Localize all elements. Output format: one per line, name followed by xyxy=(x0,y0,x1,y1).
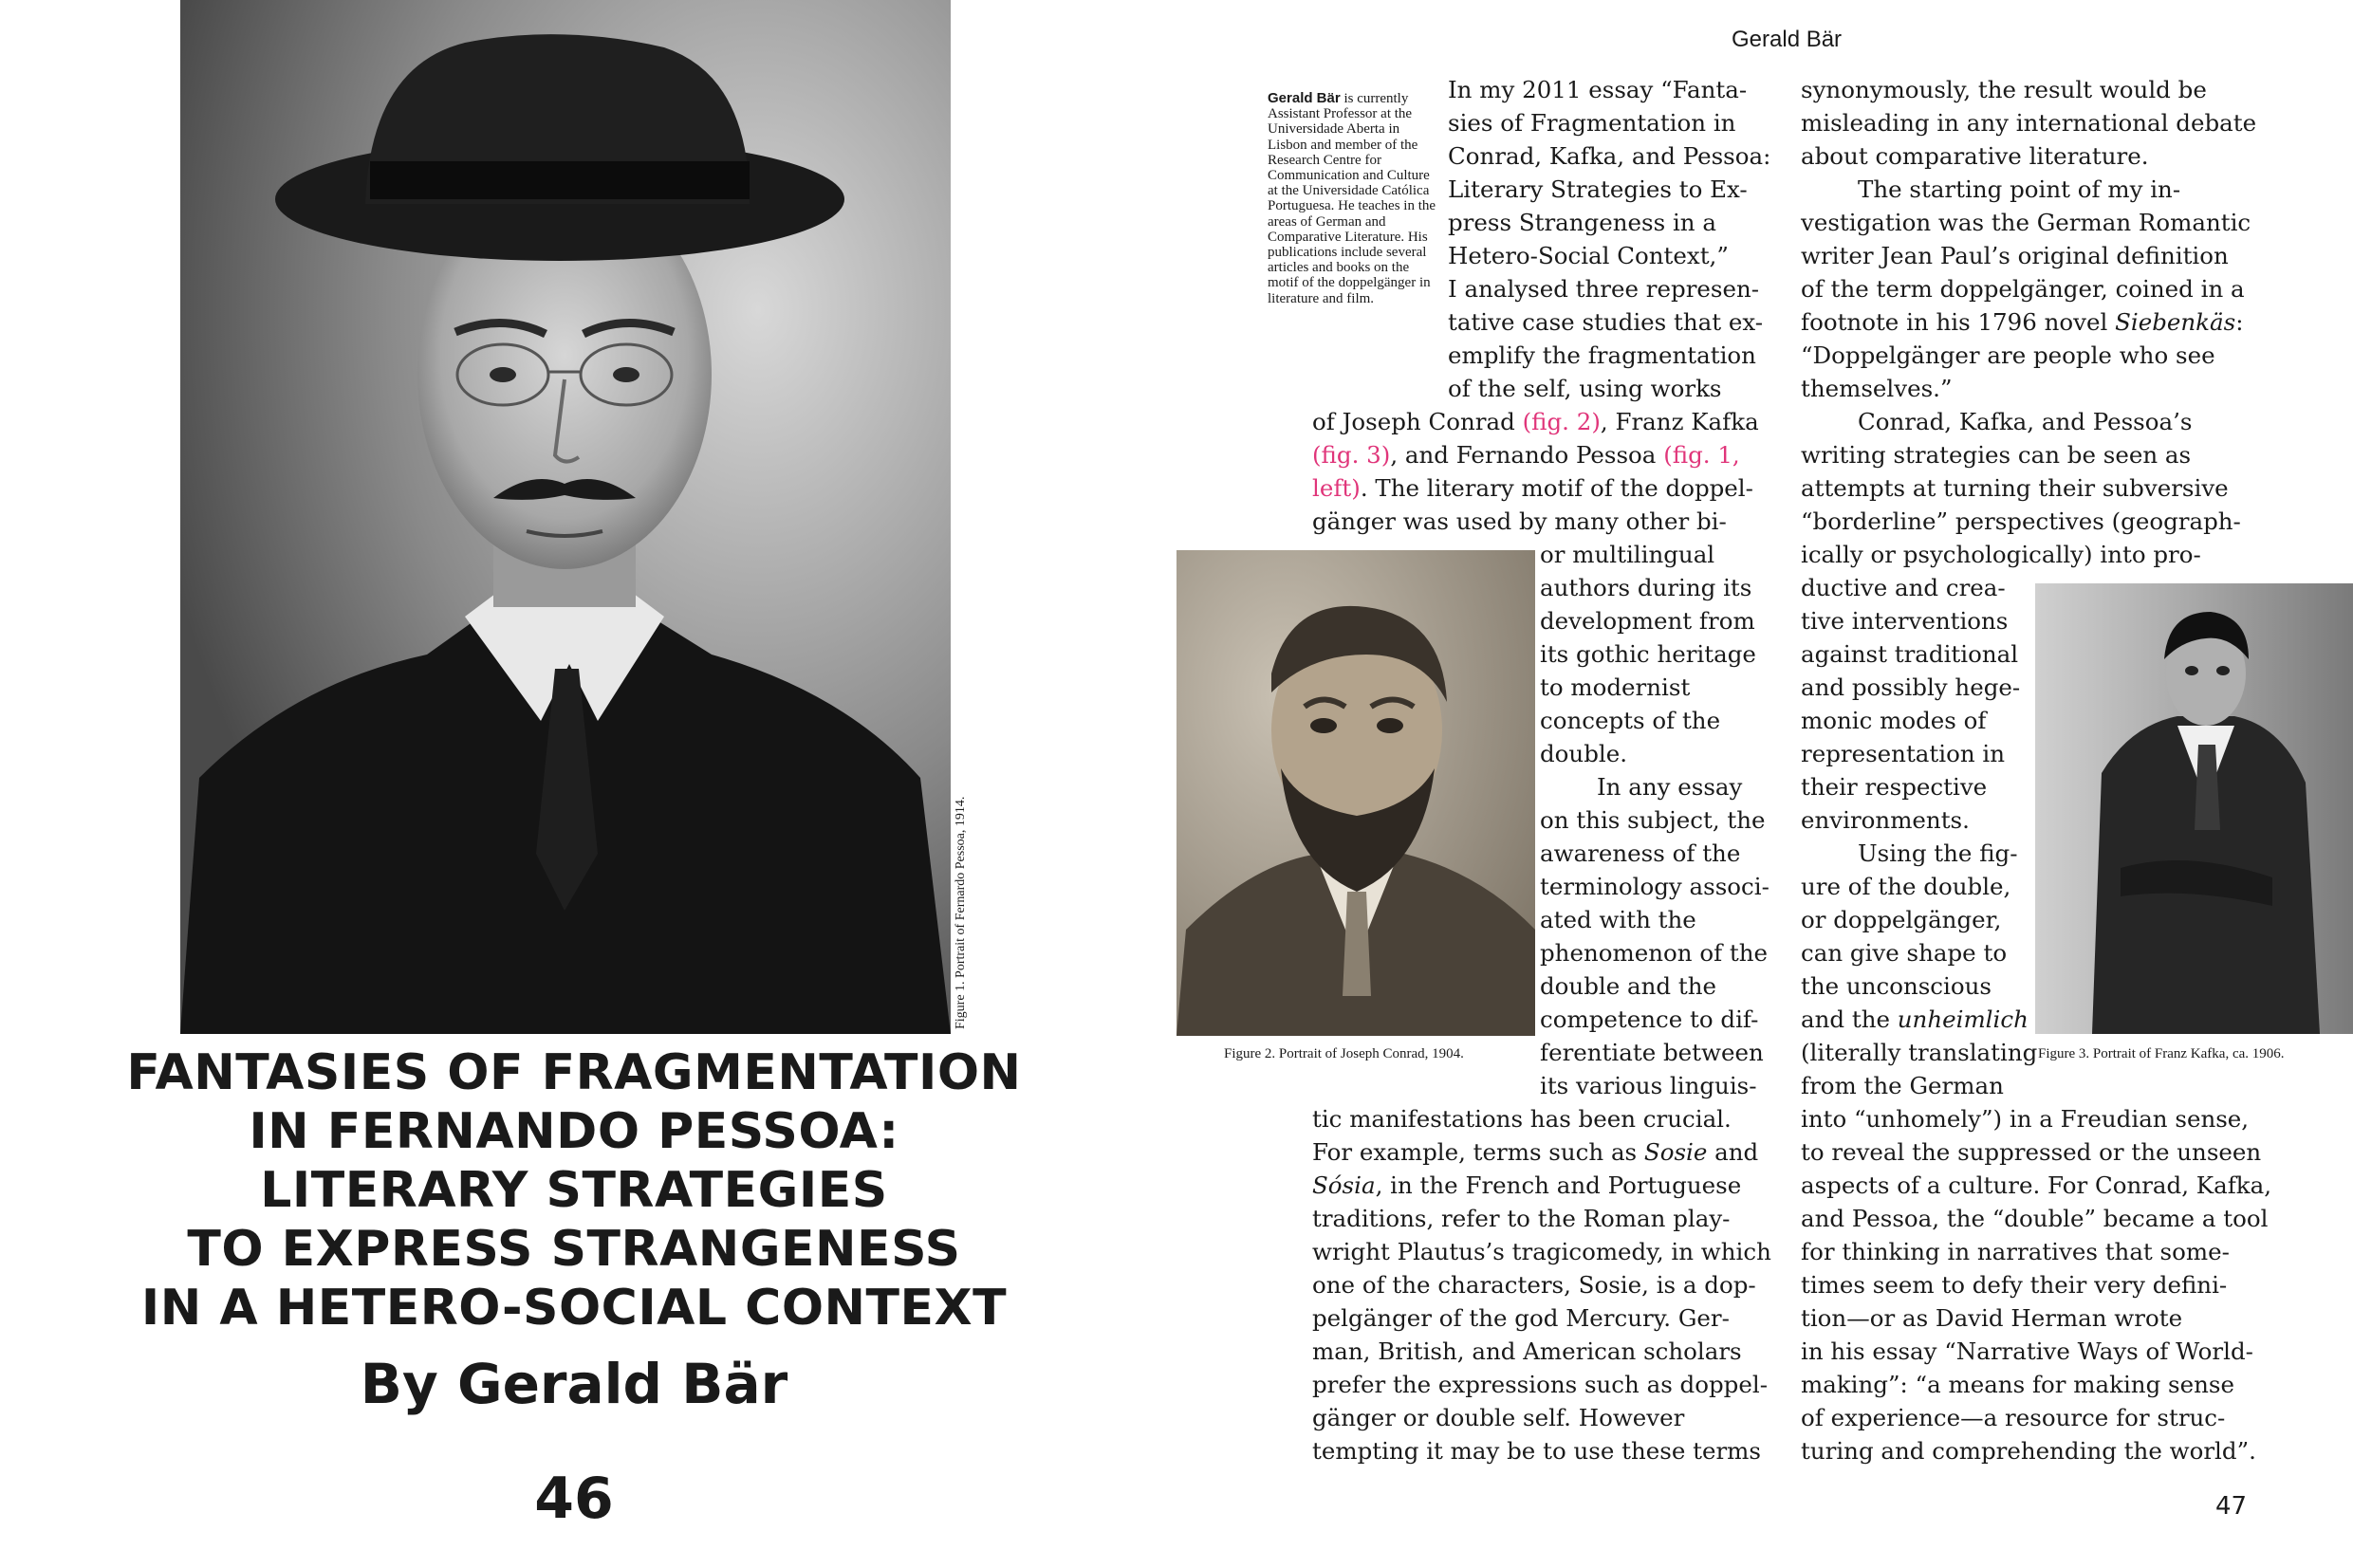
text-line: Literary Strategies to Ex- xyxy=(1448,175,1748,203)
bio-name: Gerald Bär xyxy=(1268,90,1341,106)
figure3-caption: Figure 3. Portrait of Franz Kafka, ca. 1906. xyxy=(2038,1046,2285,1061)
text-line: man, British, and American scholars xyxy=(1312,1337,1742,1365)
text-line: writer Jean Paul’s original definition xyxy=(1801,242,2229,269)
figure1-caption: Figure 1. Portrait of Fernardo Pessoa, 1914. xyxy=(954,796,968,1029)
text-line: “borderline” perspectives (geograph- xyxy=(1801,507,2241,535)
title-line: IN A HETERO-SOCIAL CONTEXT xyxy=(140,1280,1008,1337)
text-line: concepts of the xyxy=(1540,707,1721,734)
text-line: to reveal the suppressed or the unseen xyxy=(1801,1138,2262,1166)
title-line: TO EXPRESS STRANGENESS xyxy=(187,1221,961,1278)
text-line: gänger or double self. However xyxy=(1312,1404,1685,1431)
text-line: ated with the xyxy=(1540,906,1696,933)
figure2-conrad-portrait xyxy=(1176,550,1535,1036)
text-line: monic modes of xyxy=(1801,707,1987,734)
text-line: tive interventions xyxy=(1801,607,2009,635)
text-line: phenomenon of the xyxy=(1540,939,1769,967)
text-line: Sósia, in the French and Portuguese xyxy=(1312,1171,1742,1199)
text-line: left). The literary motif of the doppel- xyxy=(1312,474,1753,502)
text-line: gänger was used by many other bi- xyxy=(1312,507,1727,535)
text-line: against traditional xyxy=(1801,640,2019,668)
text-line: ically or psychologically) into pro- xyxy=(1801,541,2201,568)
title-line: IN FERNANDO PESSOA: xyxy=(249,1103,899,1160)
text-line: Conrad, Kafka, and Pessoa’s xyxy=(1858,408,2193,435)
text-line: and the unheimlich xyxy=(1801,1005,2029,1033)
text-line: or doppelgänger, xyxy=(1801,906,2002,933)
text-line: Conrad, Kafka, and Pessoa: xyxy=(1448,142,1771,170)
text-line: tic manifestations has been crucial. xyxy=(1312,1105,1732,1133)
text-line: and Pessoa, the “double” became a tool xyxy=(1801,1205,2269,1232)
figure1-pessoa-portrait xyxy=(180,0,951,1034)
text-line: In my 2011 essay “Fanta- xyxy=(1448,76,1748,103)
title-line: FANTASIES OF FRAGMENTATION xyxy=(126,1044,1022,1101)
text-line: (literally translating xyxy=(1801,1039,2038,1066)
text-line: its various linguis- xyxy=(1540,1072,1757,1099)
page-number-left: 46 xyxy=(534,1466,614,1532)
text-line: in his essay “Narrative Ways of World- xyxy=(1801,1337,2253,1365)
text-line: terminology associ- xyxy=(1540,873,1769,900)
text-line: vestigation was the German Romantic xyxy=(1801,209,2251,236)
text-line: the unconscious xyxy=(1801,972,1992,1000)
text-line: its gothic heritage xyxy=(1540,640,1756,668)
bio-text: is currently Assistant Professor at the Universidade Aberta in Lisbon and member of the Research Centre for Communication and Culture at the Universidade Católica Portuguesa. He teaches in the areas of German and Comparative Literature. His publications include several articles and books on the motif of the doppelgänger in literature and film. xyxy=(1268,91,1436,306)
text-line: (fig. 3), and Fernando Pessoa (fig. 1, xyxy=(1312,441,1740,469)
text-line: one of the characters, Sosie, is a dop- xyxy=(1312,1271,1756,1299)
figure-ref-3[interactable]: (fig. 3) xyxy=(1312,441,1391,469)
author-bio xyxy=(1268,91,1442,306)
byline: By Gerald Bär xyxy=(360,1352,788,1416)
text-line: their respective xyxy=(1801,773,1988,801)
text-line: of the term doppelgänger, coined in a xyxy=(1801,275,2245,303)
text-line: pelgänger of the god Mercury. Ger- xyxy=(1312,1304,1730,1332)
text-line: Hetero-Social Context,” xyxy=(1448,242,1729,269)
text-line: sies of Fragmentation in xyxy=(1448,109,1736,137)
text-line: authors during its xyxy=(1540,574,1752,601)
text-line: of experience—a resource for struc- xyxy=(1801,1404,2226,1431)
text-line: ductive and crea- xyxy=(1801,574,2006,601)
text-line: times seem to defy their very defini- xyxy=(1801,1271,2228,1299)
text-line: on this subject, the xyxy=(1540,806,1766,834)
text-line: synonymously, the result would be xyxy=(1801,76,2207,103)
text-line: In any essay xyxy=(1597,773,1743,801)
text-line: tative case studies that ex- xyxy=(1448,308,1764,336)
text-line: double. xyxy=(1540,740,1628,767)
text-line: awareness of the xyxy=(1540,839,1741,867)
text-line: press Strangeness in a xyxy=(1448,209,1716,236)
figure3-kafka-portrait xyxy=(2035,583,2353,1034)
text-line: prefer the expressions such as doppel- xyxy=(1312,1371,1768,1398)
text-line: making”: “a means for making sense xyxy=(1801,1371,2234,1398)
text-line: about comparative literature. xyxy=(1801,142,2149,170)
figure-ref-1-left[interactable]: left) xyxy=(1312,474,1361,502)
text-line: For example, terms such as Sosie and xyxy=(1312,1138,1759,1166)
figure-ref-2[interactable]: (fig. 2) xyxy=(1522,408,1601,435)
text-line: emplify the fragmentation xyxy=(1448,341,1756,369)
text-line: I analysed three represen- xyxy=(1448,275,1760,303)
text-line: attempts at turning their subversive xyxy=(1801,474,2229,502)
text-line: for thinking in narratives that some- xyxy=(1801,1238,2230,1265)
text-line: environments. xyxy=(1801,806,1970,834)
text-line: wright Plautus’s tragicomedy, in which xyxy=(1312,1238,1771,1265)
text-line: Using the fig- xyxy=(1858,839,2018,867)
text-line: representation in xyxy=(1801,740,2006,767)
title-line: LITERARY STRATEGIES xyxy=(260,1162,888,1219)
text-line: into “unhomely”) in a Freudian sense, xyxy=(1801,1105,2250,1133)
text-line: double and the xyxy=(1540,972,1716,1000)
text-line: can give shape to xyxy=(1801,939,2008,967)
text-line: development from xyxy=(1540,607,1755,635)
text-line: misleading in any international debate xyxy=(1801,109,2257,137)
text-line: “Doppelgänger are people who see xyxy=(1801,341,2215,369)
text-line: The starting point of my in- xyxy=(1858,175,2181,203)
text-line: turing and comprehending the world”. xyxy=(1801,1437,2256,1465)
article-title xyxy=(57,1043,1091,1337)
text-line: tempting it may be to use these terms xyxy=(1312,1437,1761,1465)
text-line: tion—or as David Herman wrote xyxy=(1801,1304,2183,1332)
figure2-caption: Figure 2. Portrait of Joseph Conrad, 1904. xyxy=(1224,1046,1464,1061)
text-line: of the self, using works xyxy=(1448,375,1722,402)
figure-ref-1[interactable]: (fig. 1, xyxy=(1663,441,1740,469)
text-line: ferentiate between xyxy=(1540,1039,1764,1066)
text-line: and possibly hege- xyxy=(1801,673,2021,701)
text-line: or multilingual xyxy=(1540,541,1715,568)
running-header: Gerald Bär xyxy=(1732,27,1843,52)
text-line: competence to dif- xyxy=(1540,1005,1759,1033)
text-line: writing strategies can be seen as xyxy=(1801,441,2192,469)
text-line: aspects of a culture. For Conrad, Kafka, xyxy=(1801,1171,2272,1199)
text-line: footnote in his 1796 novel Siebenkäs: xyxy=(1801,308,2244,336)
text-line: ure of the double, xyxy=(1801,873,2011,900)
page-number-right: 47 xyxy=(2215,1492,2248,1521)
text-line: of Joseph Conrad (fig. 2), Franz Kafka xyxy=(1312,408,1759,435)
text-line: to modernist xyxy=(1540,673,1691,701)
text-line: traditions, refer to the Roman play- xyxy=(1312,1205,1731,1232)
text-line: themselves.” xyxy=(1801,375,1953,402)
text-line: from the German xyxy=(1801,1072,2004,1099)
